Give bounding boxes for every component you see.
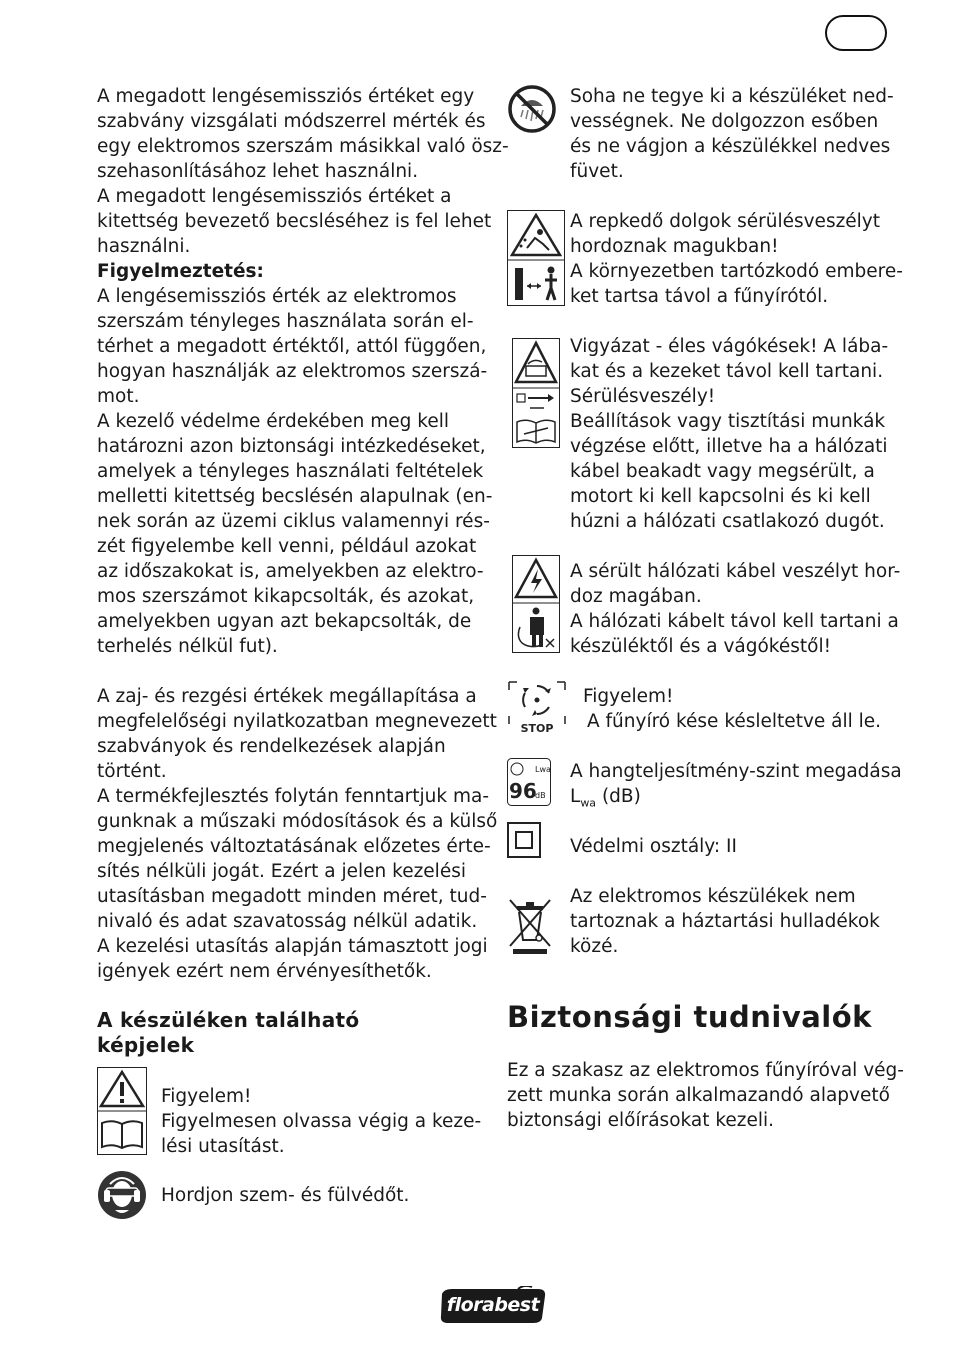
florabest-logo [438, 1286, 548, 1326]
vibration-paragraph: A megadott lengésemissziós értéket egy szabvány vizsgálati módszerrel mérték és egy elektromos szerszám másikkal való ösz- szehasonlításához lehet használni. A megadott lengésemissziós értéket a kitettség bevezető becsléséhez is fel lehet használni. [97, 86, 509, 257]
sound-power-sub: wa [580, 796, 597, 810]
read-manual-text: Figyelem! Figyelmesen olvassa végig a keze- lési utasítást. [161, 1086, 482, 1157]
safety-intro: Ez a szakasz az elektromos fűnyíróval vég- zett munka során alkalmazandó alapvető biztonsági előírásokat kezeli. [507, 1060, 904, 1131]
sound-power-unit [570, 784, 641, 816]
sound-power-text: A hangteljesítmény-szint megadása [570, 761, 902, 782]
flying-debris-text: A repkedő dolgok sérülésveszélyt hordoznak magukban! A környezetben tartózkodó embere- ket tartsa távol a fűnyírótól. [570, 211, 903, 307]
language-badge [825, 15, 887, 51]
symbols-heading: A készüléken található képjelek [97, 1008, 360, 1057]
weee-text: Az elektromos készülékek nem tartoznak a háztartási hulladékok közé. [570, 886, 880, 957]
eye-ear-text: Hordjon szem- és fülvédőt. [161, 1185, 410, 1206]
flying-debris-icon [507, 210, 565, 306]
damaged-cable-icon [512, 555, 560, 653]
eye-ear-protection-icon [97, 1170, 147, 1220]
vibration-warning-paragraph: A lengésemissziós érték az elektromos szerszám tényleges használata során el- térhet a megadott értéktől, attól függően, hogyan használják az elektromos szerszá- mot. A kezelő védelme érdekében meg kell határozni azon biztonsági intézkedéseket, amelyek a tényleges használati feltételek melletti kitettség becslésén alapulnak (en- nek során az üzemi ciklus valamennyi rés- zét figyelembe kell venni, például azokat az időszakokat is, amelyekben az elektro- mos szerszámot kikapcsolták, és azokat, amelyekben ugyan azt bekapcsolták, de terhelés nélkül fut). [97, 286, 493, 657]
logo-text: florabest [446, 1294, 540, 1316]
protection-class-icon [507, 822, 541, 858]
sharp-blade-unplug-icon [512, 338, 560, 448]
damaged-cable-text: A sérült hálózati kábel veszélyt hor- doz magában. A hálózati kábelt távol kell tartani a készüléktől és a vágókéstől! [570, 561, 901, 657]
noise-value: 96 [509, 779, 537, 803]
noise-db: dB [535, 791, 546, 800]
blade-stop-delay-icon [507, 680, 567, 734]
sound-power-icon [507, 758, 551, 806]
warning-read-manual-icon [97, 1067, 147, 1155]
no-rain-icon [507, 84, 557, 134]
sound-power-L: L [570, 786, 581, 807]
sharp-blade-text: Vigyázat - éles vágókések! A lába- kat és a kezeket távol kell tartani. Sérülésveszély! Beállítások vagy tisztítási munkák végzése előtt, illetve ha a hálózati kábel beakadt vagy megsérült, a motort ki kell kapcsolni és ki kell húzni a hálózati csatlakozó dugót. [570, 336, 889, 532]
noise-declaration-paragraph: A zaj- és rezgési értékek megállapítása a megfelelőségi nyilatkozatban megnevezett szabványok és rendelkezések alapján történt. A termékfejlesztés folytán fenntartjuk ma- gunknak a műszaki módosítások és a külső megjelenés változtatásának előzetes érte- sítés nélküli jogát. Ezért a jelen kezelési utasításban megadott minden méret, tud- nivaló és adat szavatosság nélkül adatik. A kezelési utasítás alapján támasztott jogi igények ezért nem érvényesíthetők. [97, 686, 498, 982]
stop-word: STOP [520, 722, 554, 734]
noise-lwa: Lwa [535, 765, 551, 774]
blade-stop-title: Figyelem! [583, 686, 674, 707]
protection-class-text: Védelmi osztály: II [570, 836, 737, 857]
safety-heading: Biztonsági tudnivalók [507, 1000, 872, 1034]
blade-stop-text: A fűnyíró kése késleltetve áll le. [587, 711, 882, 732]
sound-power-db: (dB) [596, 786, 641, 807]
no-rain-text: Soha ne tegye ki a készüléket ned- vességnek. Ne dolgozzon esőben és ne vágjon a készülékkel nedves füvet. [570, 86, 894, 182]
warning-label: Figyelmeztetés: [97, 261, 264, 282]
weee-bin-icon [507, 896, 553, 956]
